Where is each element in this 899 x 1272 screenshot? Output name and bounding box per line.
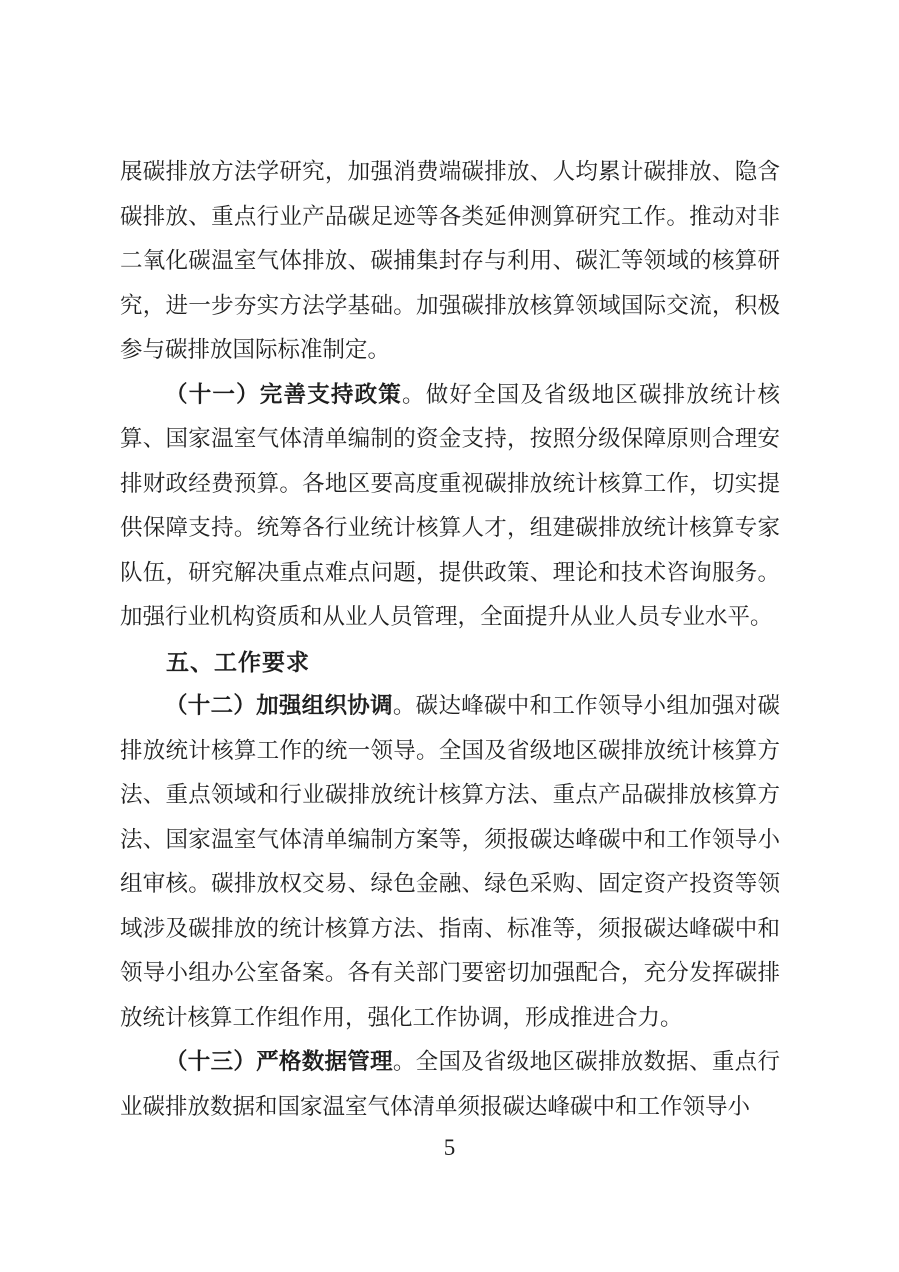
section-heading: 五、工作要求 (166, 648, 310, 675)
paragraph-lead: （十二）加强组织协调 (165, 693, 393, 718)
paragraph (120, 373, 780, 640)
paragraph-text: 。全国及省级地区碳排放数据、重点行业碳排放数据和国家温室气体清单须报碳达峰碳中和工作领导小 (120, 1049, 780, 1119)
page-number: 5 (443, 1135, 456, 1160)
paragraph-lead: （十三）严格数据管理 (165, 1049, 393, 1074)
paragraph-text: 。做好全国及省级地区碳排放统计核算、国家温室气体清单编制的资金支持，按照分级保障原则合理安排财政经费预算。各地区要高度重视碳排放统计核算工作，切实提供保障支持。统筹各行业统计核算人才，组建碳排放统计核算专家队伍，研究解决重点难点问题，提供政策、理论和技术咨询服务。加强行业机构资质和从业人员管理，全面提升从业人员专业水平。 (120, 381, 780, 629)
paragraph-lead: （十一）完善支持政策 (165, 381, 402, 407)
paragraph (120, 684, 780, 1040)
document-content (120, 150, 780, 1129)
paragraph: 展碳排放方法学研究，加强消费端碳排放、人均累计碳排放、隐含碳排放、重点行业产品碳足迹等各类延伸测算研究工作。推动对非二氧化碳温室气体排放、碳捕集封存与利用、碳汇等领域的核算研究，进一步夯实方法学基础。加强碳排放核算领域国际交流，积极参与碳排放国际标准制定。 (120, 159, 780, 362)
paragraph-text: 。碳达峰碳中和工作领导小组加强对碳排放统计核算工作的统一领导。全国及省级地区碳排放统计核算方法、重点领域和行业碳排放统计核算方法、重点产品碳排放核算方法、国家温室气体清单编制方案等，须报碳达峰碳中和工作领导小组审核。碳排放权交易、绿色金融、绿色采购、固定资产投资等领域涉及碳排放的统计核算方法、指南、标准等，须报碳达峰碳中和领导小组办公室备案。各有关部门要密切加强配合，充分发挥碳排放统计核算工作组作用，强化工作协调，形成推进合力。 (120, 693, 780, 1030)
paragraph (120, 1040, 780, 1129)
